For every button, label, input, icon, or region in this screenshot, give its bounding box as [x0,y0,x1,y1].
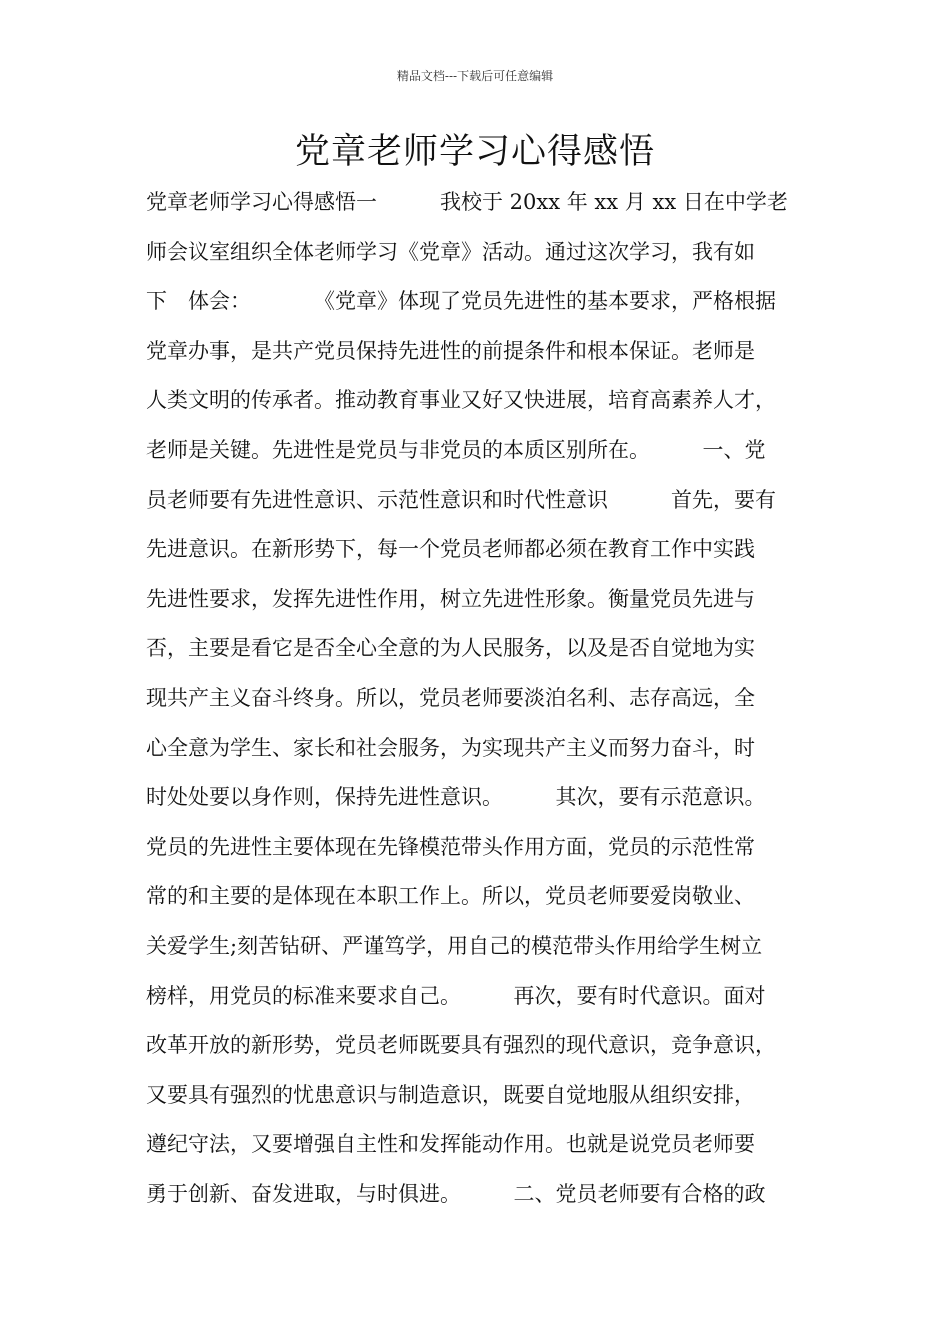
body-line: 党章老师学习心得感悟一 我校于 20xx 年 xx 月 xx 日在中学老 [146,190,788,214]
body-line: 现共产主义奋斗终身。所以，党员老师要淡泊名利、志存高远，全 [146,685,755,710]
body-line: 心全意为学生、家长和社会服务，为实现共产主义而努力奋斗，时 [146,735,755,760]
body-line: 否，主要是看它是否全心全意的为人民服务，以及是否自觉地为实 [146,636,755,661]
body-line: 师会议室组织全体老师学习《党章》活动。通过这次学习，我有如 [146,239,755,264]
body-line: 先进性要求，发挥先进性作用，树立先进性形象。衡量党员先进与 [146,586,755,611]
body-line: 老师是关键。先进性是党员与非党员的本质区别所在。 一、党 [146,437,766,462]
body-line: 又要具有强烈的忧患意识与制造意识，既要自觉地服从组织安排， [146,1082,755,1107]
body-line: 党章办事，是共产党员保持先进性的前提条件和根本保证。老师是 [146,338,755,363]
body-line: 下 体会： 《党章》体现了党员先进性的基本要求，严格根据 [146,289,776,314]
body-line: 常的和主要的是体现在本职工作上。所以，党员老师要爱岗敬业、 [146,884,755,909]
document-body [146,178,826,1219]
body-line: 榜样，用党员的标准来要求自己。 再次，要有时代意识。面对 [146,983,766,1008]
body-line: 改革开放的新形势，党员老师既要具有强烈的现代意识，竞争意识， [146,1033,776,1058]
body-line: 关爱学生;刻苦钻研、严谨笃学，用自己的模范带头作用给学生树立 [146,933,763,958]
document-title: 党章老师学习心得感悟 [294,132,655,172]
body-line: 先进意识。在新形势下，每一个党员老师都必须在教育工作中实践 [146,537,755,562]
page-header-note: 精品文档---下载后可任意编辑 [396,69,554,83]
body-line: 勇于创新、奋发进取，与时俱进。 二、党员老师要有合格的政 [146,1181,766,1206]
body-line: 人类文明的传承者。推动教育事业又好又快进展，培育高素养人才， [146,388,776,413]
body-line: 党员的先进性主要体现在先锋模范带头作用方面，党员的示范性常 [146,834,755,859]
body-line: 时处处要以身作则，保持先进性意识。 其次，要有示范意识。 [146,785,766,810]
body-line: 员老师要有先进性意识、示范性意识和时代性意识 首先，要有 [146,487,776,512]
body-line: 遵纪守法，又要增强自主性和发挥能动作用。也就是说党员老师要 [146,1132,755,1157]
